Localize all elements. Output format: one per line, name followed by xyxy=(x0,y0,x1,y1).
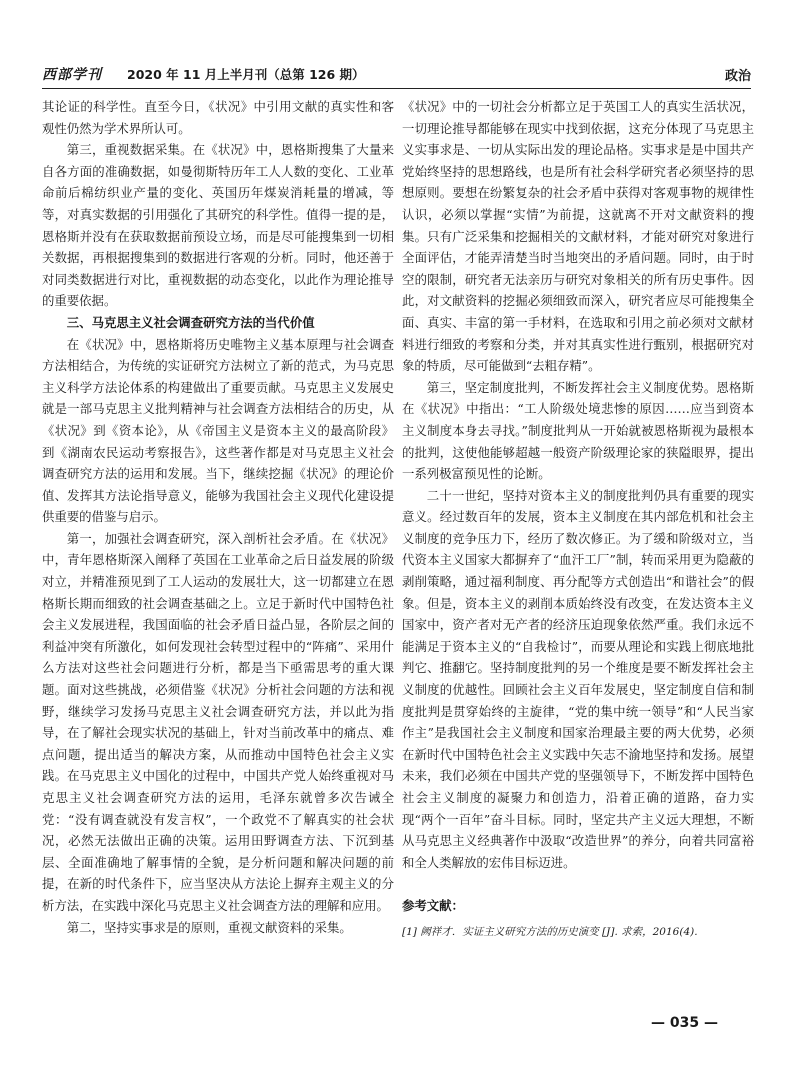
page-header xyxy=(42,64,751,86)
paragraph: 第二，坚持实事求是的原则，重视文献资料的采集。 xyxy=(66,919,352,935)
paragraph: 第三，坚定制度批判，不断发挥社会主义制度优势。恩格斯在《状况》中指出：“工人阶级处境悲惨的原因……应当到资本主义制度本身去寻找。”制度批判从一开始就被恩格斯视为最根本的批判，这使他能够超越一般资产阶级理论家的狭隘眼界，提出一系列极富预见性的论断。 xyxy=(402,379,754,482)
paragraph: 第一，加强社会调查研究，深入剖析社会矛盾。在《状况》中，青年恩格斯深入阐释了英国在工业革命之后日益发展的阶级对立，并精准预见到了工人运动的发展壮大，这一切都建立在恩格斯长期而细致的社会调查基础之上。立足于新时代中国特色社会主义发展进程，我国面临的社会矛盾日益凸显，各阶层之间的利益冲突有所激化，如何发现社会转型过程中的“阵痛”、采用什么方法对这些社会问题进行分析，都是当下亟需思考的重大课题。面对这些挑战，必须借鉴《状况》分析社会问题的方法和视野，继续学习发扬马克思主义社会调查研究方法，并以此为指导，在了解社会现实状况的基础上，针对当前改革中的痛点、难点问题，提出适当的解决方案，从而推动中国特色社会主义实践。在马克思主义中国化的过程中，中国共产党人始终重视对马克思主义社会调查研究方法的运用，毛泽东就曾多次告诫全党：“没有调查就没有发言权”，一个政党不了解真实的社会状况，必然无法做出正确的决策。运用田野调查方法、下沉到基层、全面准确地了解事情的全貌，是分析问题和解决问题的前提，在新的时代条件下，应当坚决从方法论上摒弃主观主义的分析方法，在实践中深化马克思主义社会调查方法的理解和应用。 xyxy=(42,530,394,913)
journal-issue: 2020 年 11 月上半月刊（总第 126 期） xyxy=(127,67,365,82)
page-number: — 035 — xyxy=(651,1015,718,1031)
reference-item: [1] 阙祥才．实证主义研究方法的历史演变 [J]. 求索，2016(4). xyxy=(402,925,698,938)
paragraph: 第三，重视数据采集。在《状况》中，恩格斯搜集了大量来自各方面的准确数据，如曼彻斯特历年工人人数的变化、工业革命前后棉纺织业产量的变化、英国历年煤炭消耗量的增减，等等，对真实数据的引用强化了其研究的科学性。值得一提的是，恩格斯并没有在获取数据前预设立场，而是尽可能搜集到一切相关数据，再根据搜集到的数据进行客观的分析。同时，他还善于对同类数据进行对比，重视数据的动态变化，以此作为理论推导的重要依据。 xyxy=(42,142,394,309)
paragraph: 《状况》中的一切社会分析都立足于英国工人的真实生活状况，一切理论推导都能够在现实中找到依据，这充分体现了马克思主义实事求是、一切从实际出发的理论品格。实事求是是中国共产党始终坚持的思想路线，也是所有社会科学研究者必须坚持的思想原则。要想在纷繁复杂的社会矛盾中获得对客观事物的规律性认识，必须以掌握“实情”为前提，这就离不开对文献资料的搜集。只有广泛采集和挖掘相关的文献材料，才能对研究对象进行全面评估，才能弄清楚当时当地突出的矛盾问题。同时，由于时空的限制，研究者无法亲历与研究对象相关的所有历史事件。因此，对文献资料的挖掘必须细致而深入，研究者应尽可能搜集全面、真实、丰富的第一手材料，在选取和引用之前必须对文献材料进行细致的考察和分类，并对其真实性进行甄别，根据研究对象的特质，尽可能做到“去粗存精”。 xyxy=(402,99,754,374)
header-divider xyxy=(42,88,751,89)
paragraph: 二十一世纪，坚持对资本主义的制度批判仍具有重要的现实意义。经过数百年的发展，资本主义制度在其内部危机和社会主义制度的竞争压力下，经历了数次修正。为了缓和阶级对立，当代资本主义国家大都摒弃了“血汗工厂”制，转而采用更为隐蔽的剥削策略，通过福利制度、再分配等方式创造出“和谐社会”的假象。但是，资本主义的剥削本质始终没有改变，在发达资本主义国家中，资产者对无产者的经济压迫现象依然严重。我们永远不能满足于资本主义的“自我检讨”，而要从理论和实践上彻底地批判它、推翻它。坚持制度批判的另一个维度是要不断发挥社会主义制度的优越性。回顾社会主义百年发展史，坚定制度自信和制度批判是贯穿始终的主旋律，“党的集中统一领导”和“人民当家作主”是我国社会主义制度和国家治理最主要的两大优势，必须在新时代中国特色社会主义实践中矢志不渝地坚持和发扬。展望未来，我们必须在中国共产党的坚强领导下，不断发挥中国特色社会主义制度的凝聚力和创造力，沿着正确的道路，奋力实现“两个一百年”奋斗目标。同时，坚定共产主义远大理想，不断从马克思主义经典著作中汲取“改造世界”的养分，向着共同富裕和全人类解放的宏伟目标迈进。 xyxy=(402,487,754,870)
right-column xyxy=(402,96,754,941)
section-label: 政治 xyxy=(724,69,751,84)
journal-logo: 西部学刊 xyxy=(42,67,102,83)
paragraph: 在《状况》中，恩格斯将历史唯物主义基本原理与社会调查方法相结合，为传统的实证研究方法树立了新的范式，为马克思主义科学方法论体系的构建做出了重要贡献。马克思主义发展史就是一部马克思主义批判精神与社会调查方法相结合的历史，从《状况》到《资本论》，从《帝国主义是资本主义的最高阶段》到《湖南农民运动考察报告》，这些著作都是对马克思主义社会调查研究方法的运用和发展。当下，继续挖掘《状况》的理论价值、发挥其方法论指导意义，能够为我国社会主义现代化建设提供重要的借鉴与启示。 xyxy=(42,336,394,525)
section-heading: 三、马克思主义社会调查研究方法的当代价值 xyxy=(66,314,315,330)
left-column xyxy=(42,96,394,938)
paragraph: 其论证的科学性。直至今日，《状况》中引用文献的真实性和客观性仍然为学术界所认可。 xyxy=(42,99,394,136)
references-title: 参考文献： xyxy=(402,898,464,914)
